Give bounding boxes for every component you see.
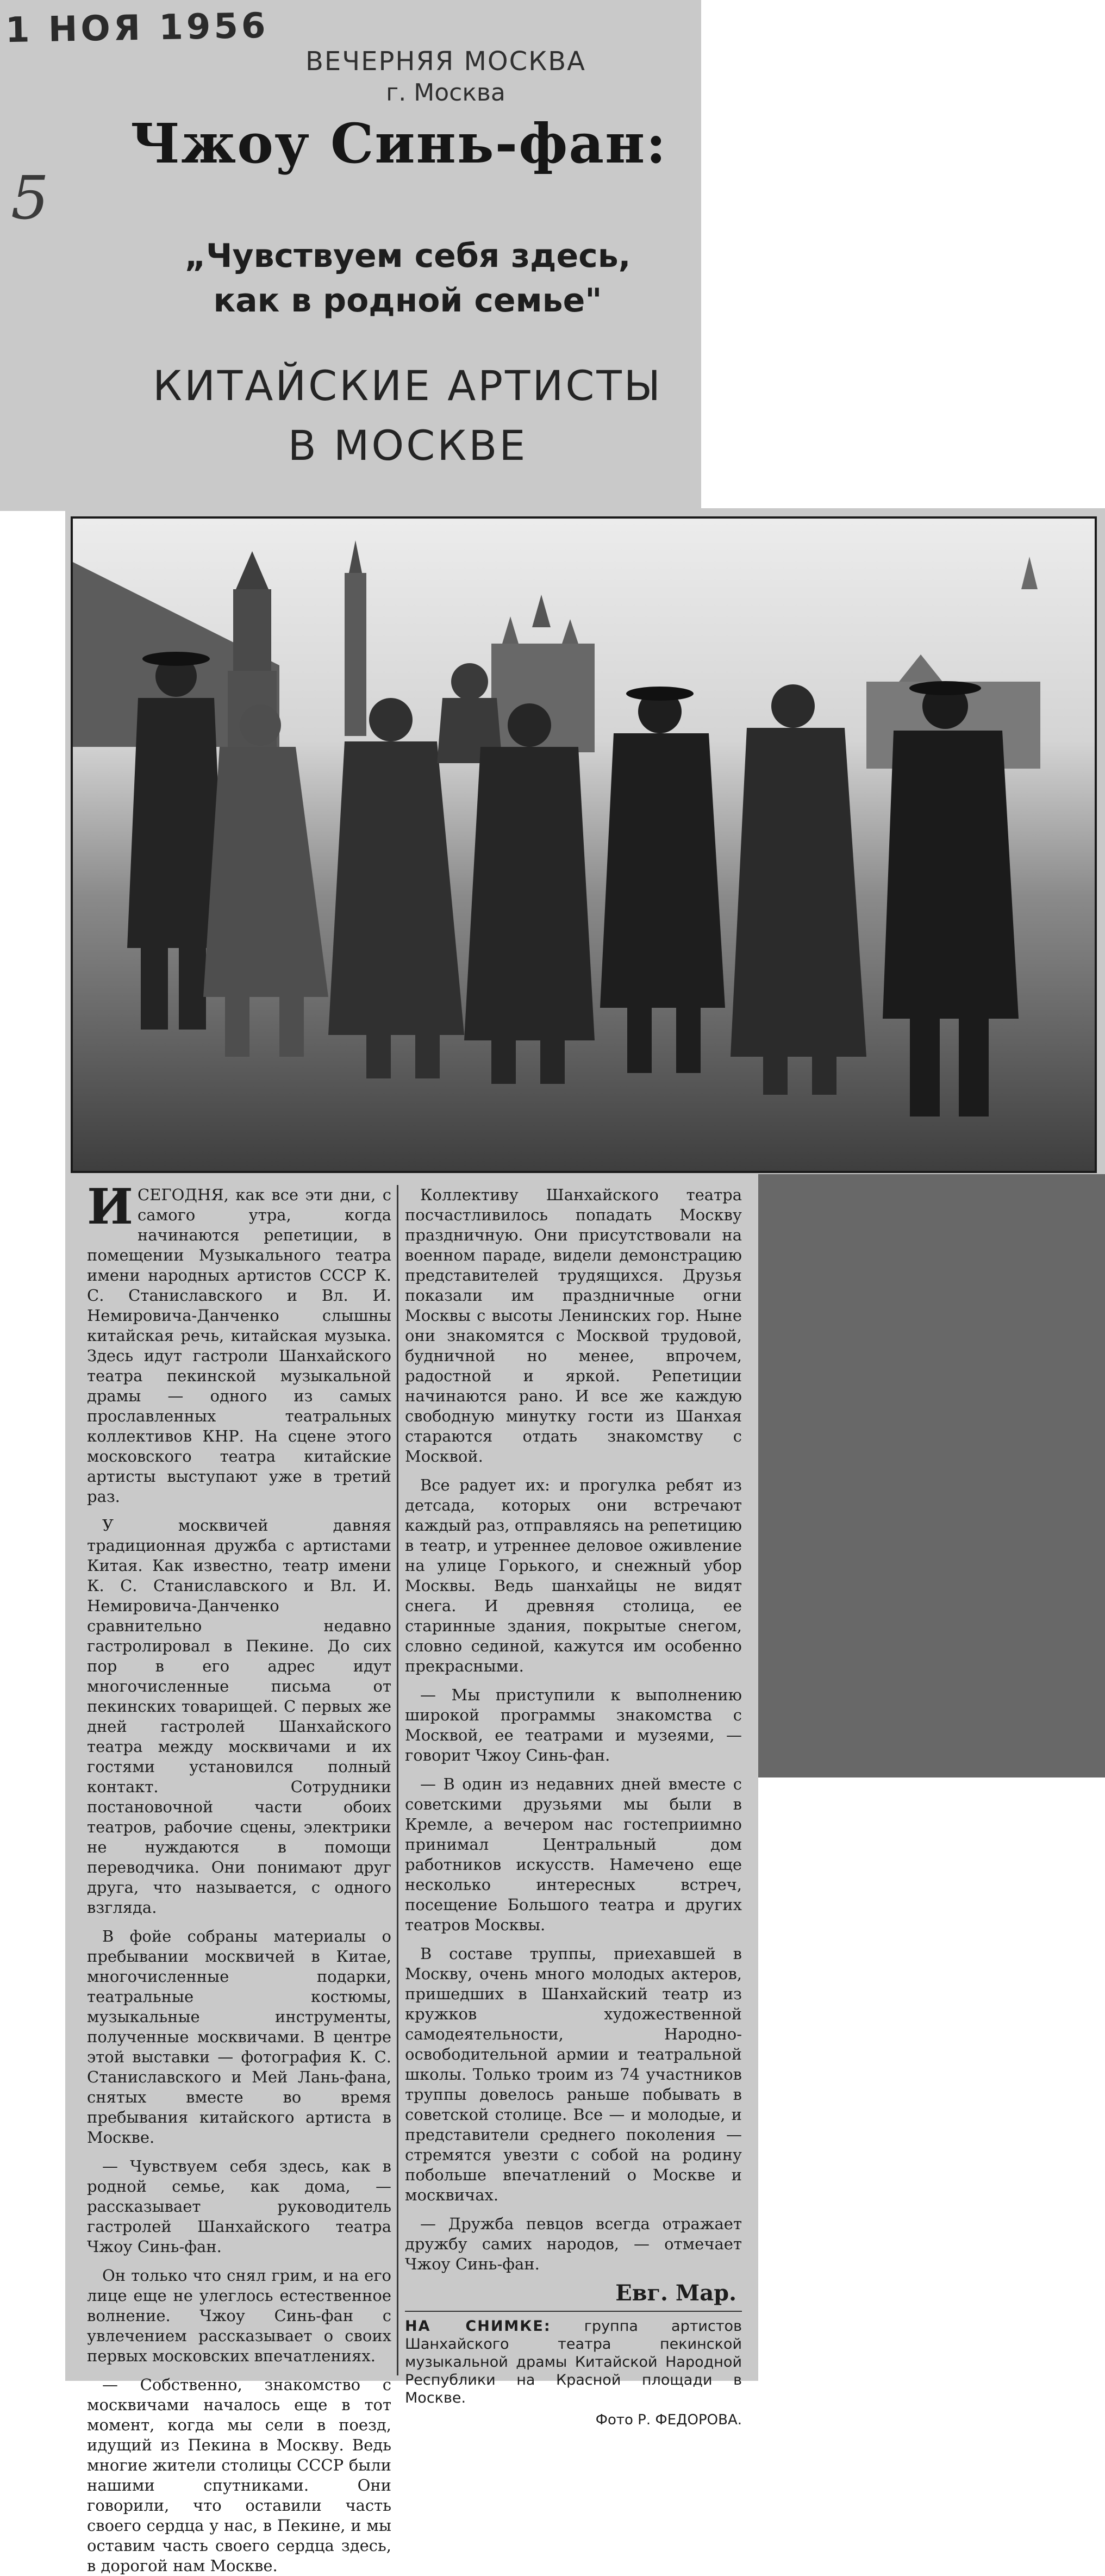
article-column-2 xyxy=(405,1185,742,2428)
column-divider xyxy=(397,1185,398,2375)
news-photo xyxy=(71,516,1097,1173)
article-paragraph: Он только что снял грим, и на его лице еще не улеглось естественное волнение. Чжоу Синь-фан с увлечением рассказывает о своих первых московских впечатлениях. xyxy=(87,2266,391,2365)
quote-line: „Чувствуем себя здесь, xyxy=(184,237,631,275)
paragraph-text: СЕГОДНЯ, как все эти дни, с самого утра, когда начинаются репетиции, в помещении Музыкального театра имени народных артистов СССР К. С. Станиславского и Вл. И. Немировича-Данченко слышны китайская речь, китайская музыка. Здесь идут гастроли Шанхайского театра пекинской музыкальной драмы — одного из самых прославленных театральных коллективов КНР. На сцене этого московского театра китайские артисты выступают уже в третий раз. xyxy=(87,1186,391,1506)
author-signature: Евг. Мар. xyxy=(615,2280,736,2306)
drop-cap: И xyxy=(87,1178,134,1236)
article-column-1 xyxy=(87,1178,391,2575)
article-paragraph: — В один из недавних дней вместе с советскими друзьями мы были в Кремле, а вечером нас гостеприимно принимал Центральный дом работников искусств. Намечено еще несколько интересных встреч, посещение Большого театра и других театров Москвы. xyxy=(405,1775,742,1934)
article-paragraph: У москвичей давняя традиционная дружба с артистами Китая. Как известно, театр имени К. С. Станиславского и Вл. И. Немировича-Данченко сравнительно недавно гастролировал в Пекине. До сих пор в его адрес идут многочисленные письма от пекинских товарищей. С первых же дней гастролей Шанхайского театра между москвичами и их гостями установился полный контакт. Сотрудники постановочной части обоих театров, рабочие сцены, электрики не нуждаются в помощи переводчика. Они понимают друг друга, что называется, с одного взгляда. xyxy=(87,1516,391,1917)
quote-line: как в родной семье" xyxy=(213,282,602,320)
handwritten-mark: 5 xyxy=(11,163,49,233)
background-card-strip xyxy=(758,1174,1105,1777)
newspaper-city: г. Москва xyxy=(386,79,505,107)
photo-caption xyxy=(405,2311,742,2407)
article-quote xyxy=(163,234,652,323)
photo-credit: Фото Р. ФЕДОРОВА. xyxy=(595,2412,742,2428)
article-paragraph xyxy=(87,1178,391,1507)
article-paragraph: — Чувствуем себя здесь, как в родной семье, как дома, — рассказывает руководитель гастролей Шанхайского театра Чжоу Синь-фан. xyxy=(87,2157,391,2256)
article-subhead xyxy=(136,356,679,476)
article-paragraph: — Собственно, знакомство с москвичами началось еще в тот момент, когда мы сели в поезд, идущий из Пекина в Москву. Ведь многие жители столицы СССР были нашими спутниками. Они говорили, что оставили часть своего сердца у нас, в Пекине, и мы оставим часть своего сердца здесь, в дорогой нам Москве. xyxy=(87,2375,391,2575)
caption-label: НА СНИМКЕ: xyxy=(405,2318,551,2335)
caption-text: группа артистов Шанхайского театра пекинской музыкальной драмы Китайской Народной Республики на Красной площади в Москве. xyxy=(405,2318,742,2406)
red-square-photo-illustration xyxy=(73,519,1095,1171)
date-stamp: 1 НОЯ 1956 xyxy=(5,5,270,51)
subhead-line: В МОСКВЕ xyxy=(288,421,528,470)
newspaper-name: ВЕЧЕРНЯЯ МОСКВА xyxy=(305,46,586,77)
article-paragraph: Все радует их: и прогулка ребят из детсада, которых они встречают каждый раз, отправляясь на репетицию в театр, и утреннее деловое оживление на улице Горького, и снежный убор Москвы. Ведь шанхайцы не видят снега. И древняя столица, ее старинные здания, покрытые снегом, словно сединой, кажутся им особенно прекрасными. xyxy=(405,1476,742,1675)
article-headline: Чжоу Синь-фан: xyxy=(130,111,667,176)
article-paragraph: В фойе собраны материалы о пребывании москвичей в Китае, многочисленные подарки, театральные костюмы, музыкальные инструменты, полученные москвичами. В центре этой выставки — фотография К. С. Станиславского и Мей Лань-фана, снятых вместе во время пребывания китайского артиста в Москве. xyxy=(87,1927,391,2147)
article-paragraph: — Мы приступили к выполнению широкой программы знакомства с Москвой, ее театрами и музеями, — говорит Чжоу Синь-фан. xyxy=(405,1686,742,1764)
article-paragraph: — Дружба певцов всегда отражает дружбу самих народов, — отмечает Чжоу Синь-фан. xyxy=(405,2215,742,2273)
subhead-line: КИТАЙСКИЕ АРТИСТЫ xyxy=(153,361,663,410)
article-paragraph: Коллективу Шанхайского театра посчастливилось попадать Москву праздничную. Они присутствовали на военном параде, видели демонстрацию представителей трудящихся. Друзья показали им праздничные огни Москвы с высоты Ленинских гор. Ныне они знакомятся с Москвой трудовой, будничной но менее, впрочем, радостной и яркой. Репетиции начинаются рано. И все же каждую свободную минутку гости из Шанхая стараются отдать знакомству с Москвой. xyxy=(405,1186,742,1465)
article-paragraph: В составе труппы, приехавшей в Москву, очень много молодых актеров, пришедших в Шанхайский театр из кружков художественной самодеятельности, Народно-освободительной армии и театральной школы. Только троим из 74 участников труппы довелось раньше побывать в советской столице. Все — и молодые, и представители среднего поколения — стремятся увезти с собой на родину побольше впечатлений о Москве и москвичах. xyxy=(405,1944,742,2204)
